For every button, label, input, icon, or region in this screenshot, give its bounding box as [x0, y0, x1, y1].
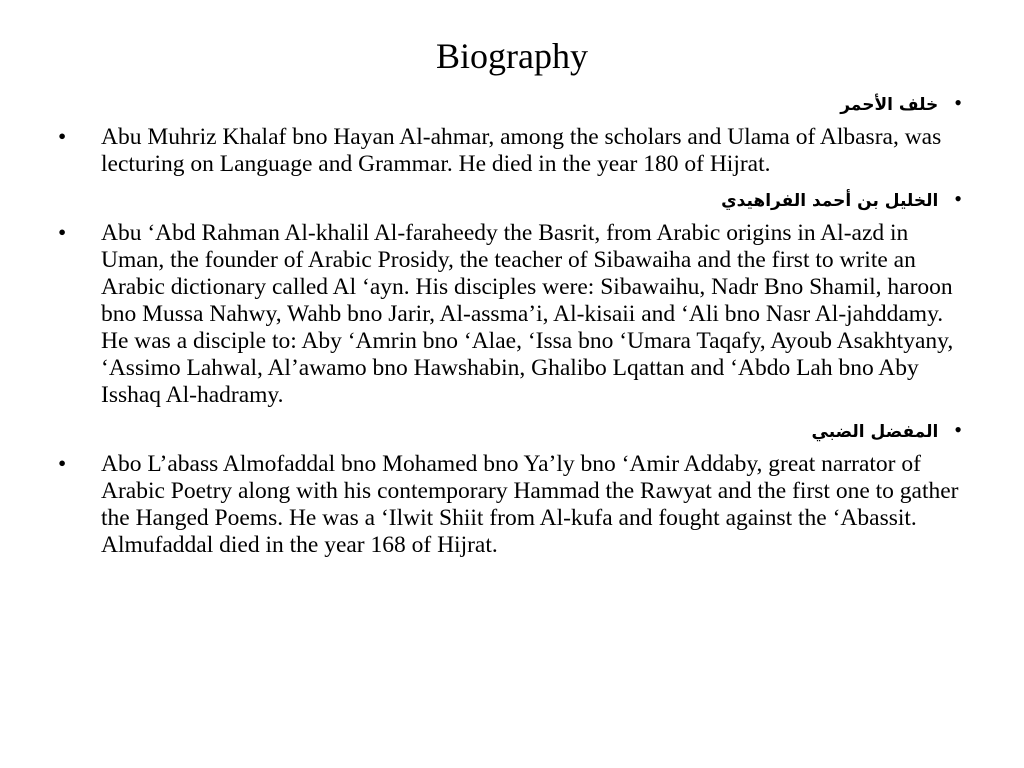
biography-paragraph-khalaf [56, 124, 966, 178]
bullet-list [56, 88, 966, 567]
slide-title: Biography [436, 36, 588, 76]
arabic-heading-text: خلف الأحمر [840, 95, 939, 115]
biography-text: Abo L’abass Almofaddal bno Mohamed bno Ya’ly bno ‘Amir Addaby, great narrator of Arabic Poetry along with his contemporary Hammad the Rawyat and the first one to gather the Hanged Poems. He was a ‘Ilwit Shiit from Al-kufa and fought against the ‘Abassit. Almufaddal died in the year 168 of Hijrat. [101, 451, 959, 558]
arabic-heading-mufaddal [56, 417, 966, 445]
bullet-icon: • [954, 417, 962, 442]
bullet-icon: • [954, 186, 962, 211]
arabic-heading-khalaf [56, 90, 966, 118]
bullet-icon: • [58, 220, 67, 246]
biography-text: Abu ‘Abd Rahman Al-khalil Al-faraheedy the Basrit, from Arabic origins in Al-azd in Uman, the founder of Arabic Prosidy, the teacher of Sibawaiha and the first to write an Arabic dictionary called Al ‘ayn. His disciples were: Sibawaihu, Nadr Bno Shamil, haroon bno Mussa Nahwy, Wahb bno Jarir, Al-assma’i, Al-kisaii and ‘Ali bno Nasr Al-jahddamy. He was a disciple to: Aby ‘Amrin bno ‘Alae, ‘Issa bno ‘Umara Taqafy, Ayoub Asakhtyany, ‘Assimo Lahwal, Al’awamo bno Hawshabin, Ghalibo Lqattan and ‘Abdo Lah bno Aby Isshaq Al-hadramy. [101, 220, 954, 408]
arabic-heading-khalil [56, 186, 966, 214]
biography-text: Abu Muhriz Khalaf bno Hayan Al-ahmar, among the scholars and Ulama of Albasra, was lecturing on Language and Grammar. He died in the year 180 of Hijrat. [101, 124, 942, 177]
bullet-icon: • [58, 451, 67, 477]
arabic-heading-text: المفضل الضبي [811, 422, 939, 442]
biography-paragraph-khalil [56, 220, 966, 409]
arabic-heading-text: الخليل بن أحمد الفراهيدي [721, 191, 939, 211]
bullet-icon: • [58, 124, 67, 150]
biography-paragraph-mufaddal [56, 451, 966, 559]
bullet-icon: • [954, 90, 962, 115]
